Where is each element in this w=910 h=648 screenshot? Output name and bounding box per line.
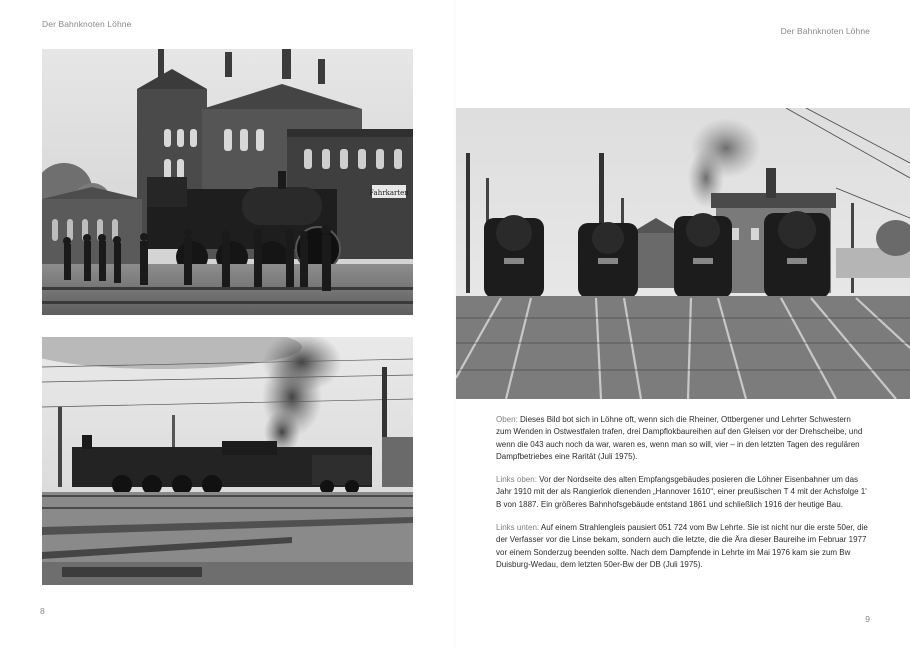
photo-locomotive-radial-track: [42, 337, 413, 585]
caption-top: [496, 414, 868, 463]
caption-left-top-label: Links oben:: [496, 475, 537, 485]
caption-left-top-text: Vor der Nordseite des alten Empfangsgebäudes posieren die Löhner Eisenbahner um das Jahr 1910 mit der als Rangierlok dienenden „Hannover 1610“, einer preußischen T 4 mit der Achsfolge 1' B von 1887. Ein größeres Bahnhofsgebäude entstand 1861 und schließlich 1916 der heutige Bau.: [496, 475, 867, 509]
caption-top-text: Dieses Bild bot sich in Löhne oft, wenn sich die Rheiner, Ottbergener und Lehrter Schwestern zum Wenden in Ostwestfalen trafen, drei Dampflokbaureihen auf den Gleisen vor der Drehscheibe, und wenn die 043 auch noch da war, waren es, wenn man so will, vier – in den letzten Tagen des regulären Dampfbetriebes eine Rarität (Juli 1975).: [496, 415, 863, 461]
running-head-right: Der Bahnknoten Löhne: [780, 26, 870, 36]
page-number-right: 9: [865, 614, 870, 624]
photo-station-staff-image: [42, 49, 413, 315]
running-head-left: Der Bahnknoten Löhne: [42, 19, 132, 29]
fahrkarten-sign: Fahrkarten: [369, 189, 409, 197]
caption-left-top: [496, 474, 868, 511]
caption-left-bottom: [496, 522, 868, 571]
photo-station-staff: [42, 49, 413, 315]
caption-top-label: Oben:: [496, 415, 518, 424]
caption-left-bottom-label: Links unten:: [496, 523, 540, 533]
captions-block: [496, 414, 868, 582]
photo-four-locomotives: [456, 108, 910, 399]
photo-locomotive-radial-track-image: [42, 337, 413, 585]
caption-left-bottom-text: Auf einem Strahlengleis pausiert 051 724 vom Bw Lehrte. Sie ist nicht nur die erste 50er, die der Verfasser vor die Linse bekam, sondern auch die letzte, die die Ära dieser Baureihe im Februar 1977 vor einem Sonderzug beenden sollte. Nach dem Dampfende in Lehrte im Mai 1976 kam sie zum Bw Duisburg-Wedau, dem letzten 50er-Bw der DB (Juli 1975).: [496, 523, 868, 569]
photo-four-locomotives-image: [456, 108, 910, 399]
page-number-left: 8: [40, 606, 45, 616]
